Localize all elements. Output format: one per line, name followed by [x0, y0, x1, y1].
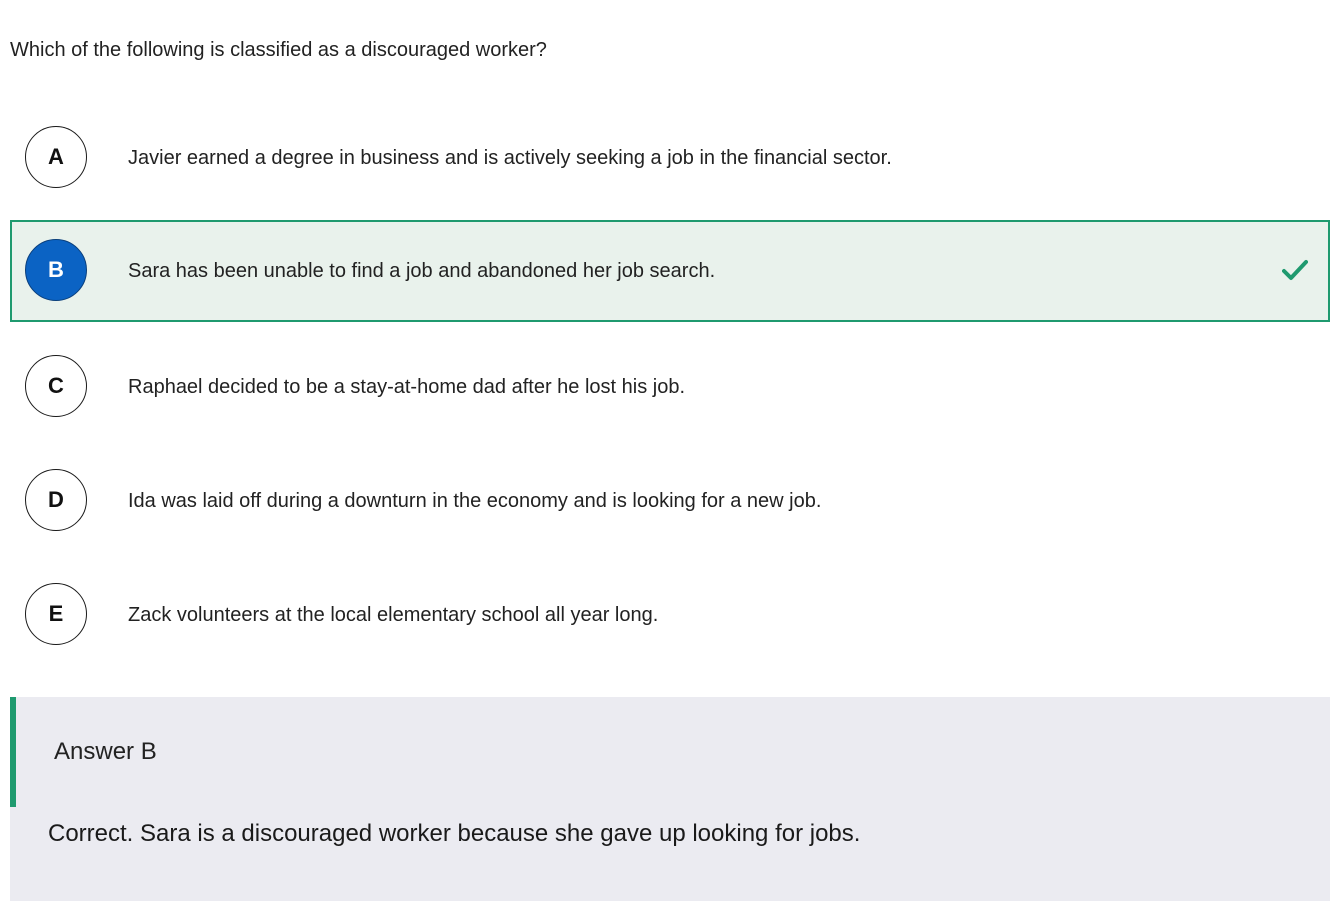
option-b[interactable]: [10, 220, 1330, 322]
answer-explanation: Correct. Sara is a discouraged worker because she gave up looking for jobs.: [48, 820, 861, 847]
option-a[interactable]: [10, 107, 1330, 207]
option-letter-badge: E: [25, 583, 87, 645]
option-text: Javier earned a degree in business and is actively seeking a job in the financial sector.: [128, 147, 892, 169]
answer-feedback-panel: [10, 697, 1330, 901]
option-d[interactable]: [10, 450, 1330, 550]
option-text: Ida was laid off during a downturn in the economy and is looking for a new job.: [128, 490, 822, 512]
answer-label: Answer B: [54, 738, 157, 765]
feedback-accent-bar: [10, 697, 16, 807]
option-letter-badge: A: [25, 126, 87, 188]
option-text: Zack volunteers at the local elementary school all year long.: [128, 604, 659, 626]
option-letter-badge: D: [25, 469, 87, 531]
question-text: Which of the following is classified as a discouraged worker?: [10, 39, 547, 61]
option-e[interactable]: [10, 564, 1330, 664]
option-c[interactable]: [10, 336, 1330, 436]
option-letter-badge: B: [25, 239, 87, 301]
option-text: Raphael decided to be a stay-at-home dad after he lost his job.: [128, 376, 686, 398]
check-icon: [1282, 258, 1308, 282]
option-text: Sara has been unable to find a job and abandoned her job search.: [128, 260, 716, 282]
option-letter-badge: C: [25, 355, 87, 417]
